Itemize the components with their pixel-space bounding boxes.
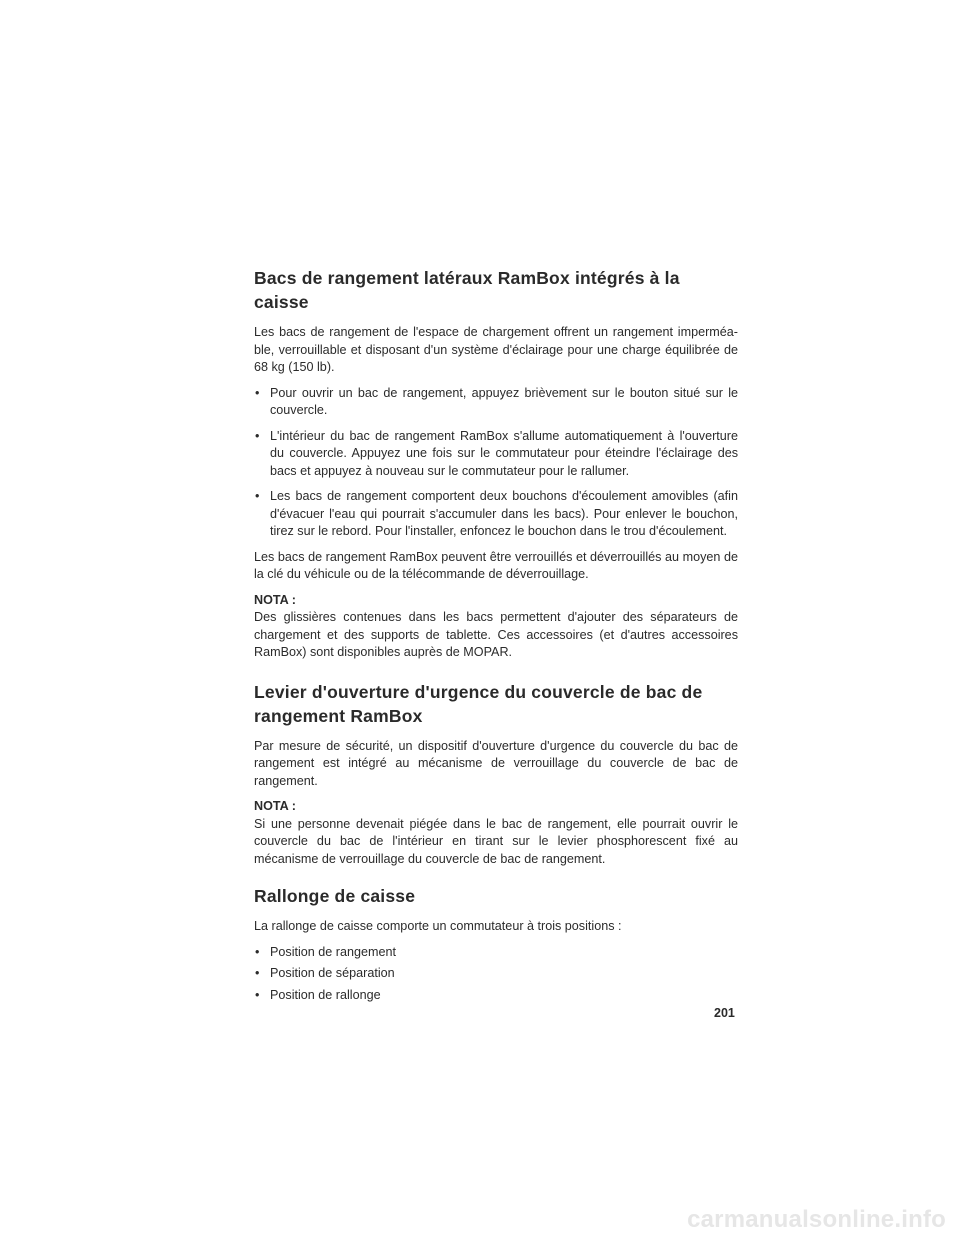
list-item: • Position de rallonge xyxy=(254,987,738,1005)
bullet-icon: • xyxy=(255,489,260,503)
bullet-icon: • xyxy=(255,428,260,443)
list-item: • L'intérieur du bac de rangement RamBox s'allume automatiquement à l'ouverture du couvercle. Appuyez une fois sur le commutateur pour éteindre l'éclairage des bacs et appuyez à nouveau sur le commutateur pour le rallumer. xyxy=(255,428,738,478)
rambox-intro-paragraph: Les bacs de rangement de l'espace de chargement offrent un rangement imperméa-ble, verrouillable et disposant d'un système d'éclairage pour une charge équilibrée de 68 kg (150 lb). xyxy=(254,325,738,374)
bullet-icon: • xyxy=(255,987,260,1002)
bullet-icon: • xyxy=(255,966,260,980)
list-item: • Position de séparation xyxy=(254,965,738,983)
page-content xyxy=(254,266,738,1012)
list-item: • Pour ouvrir un bac de rangement, appuyez brièvement sur le bouton situé sur le couvercle. xyxy=(255,385,738,417)
nota-label: NOTA : xyxy=(254,592,296,607)
rambox-bullet-list xyxy=(254,385,738,541)
emergency-intro-paragraph: Par mesure de sécurité, un dispositif d'ouverture d'urgence du couvercle du bac de rangement est intégré au mécanisme de verrouillage du couvercle de bac de rangement. xyxy=(254,738,738,788)
bullet-icon: • xyxy=(255,944,260,959)
rambox-lock-paragraph: Les bacs de rangement RamBox peuvent être verrouillés et déverrouillés au moyen de la clé du véhicule ou de la télécommande de déverrouillage. xyxy=(254,549,738,581)
nota-text: Si une personne devenait piégée dans le bac de rangement, elle pourrait ouvrir le couvercle du bac de l'intérieur en tirant sur le levier phosphorescent fixé au mécanisme de verrouillage du couvercle de bac de rangement. xyxy=(254,816,738,866)
nota-block-2 xyxy=(254,798,738,868)
list-item: • Les bacs de rangement comportent deux bouchons d'écoulement amovibles (afin d'évacuer l'eau qui pourrait s'accumuler dans les bacs). Pour enlever le bouchon, tirez sur le rebord. Pour l'installer, enfoncez le bouchon dans le trou d'écoulement. xyxy=(255,489,738,538)
bullet-icon: • xyxy=(255,385,260,400)
section-title-emergency-release: Levier d'ouverture d'urgence du couvercle de bac de rangement RamBox xyxy=(254,681,703,726)
section-title-rambox-bins: Bacs de rangement latéraux RamBox intégrés à la caisse xyxy=(254,268,680,312)
bed-extender-positions-list xyxy=(254,944,738,1005)
section-title-bed-extender: Rallonge de caisse xyxy=(254,886,416,906)
page-number: 201 xyxy=(714,1006,735,1020)
nota-label: NOTA : xyxy=(254,799,296,813)
watermark-logo: carmanualsonline.info xyxy=(687,1206,946,1233)
nota-text: Des glissières contenues dans les bacs permettent d'ajouter des séparateurs de chargement et des supports de tablette. Ces accessoires (et d'autres accessoires RamBox) sont disponibles auprès de MOPAR. xyxy=(254,610,738,659)
list-item: • Position de rangement xyxy=(254,944,738,962)
bed-extender-intro: La rallonge de caisse comporte un commutateur à trois positions : xyxy=(254,919,622,933)
nota-block-1 xyxy=(254,592,738,662)
